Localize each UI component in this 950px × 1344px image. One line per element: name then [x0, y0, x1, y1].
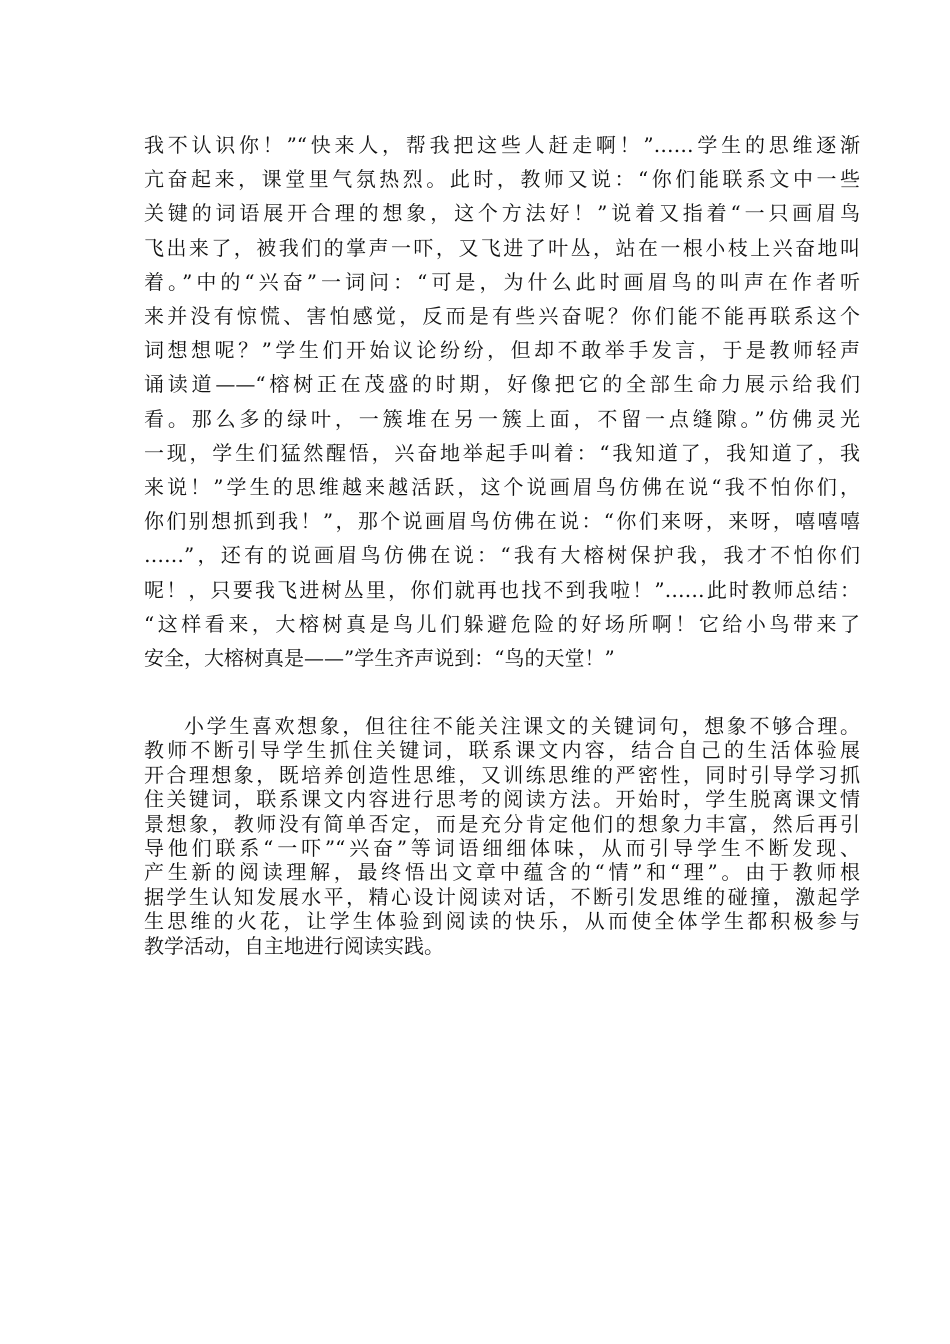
text-line: 据学生认知发展水平，精心设计阅读对话，不断引发思维的碰撞，激起学	[144, 884, 860, 909]
text-line: 安全，大榕树真是——”学生齐声说到：“鸟的天堂！”	[144, 646, 615, 671]
text-line: 诵读道——“榕树正在茂盛的时期，好像把它的全部生命力展示给我们	[144, 372, 860, 397]
text-line: 着。”中的“兴奋”一词问：“可是，为什么此时画眉鸟的叫声在作者听	[144, 269, 860, 294]
text-line: 词想想呢？”学生们开始议论纷纷，但却不敢举手发言，于是教师轻声	[144, 338, 860, 363]
text-line: 教师不断引导学生抓住关键词，联系课文内容，结合自己的生活体验展	[144, 738, 860, 763]
text-line: 呢！，只要我飞进树丛里，你们就再也找不到我啦！”……此时教师总结：	[144, 577, 860, 602]
text-line: ……”，还有的说画眉鸟仿佛在说：“我有大榕树保护我，我才不怕你们	[144, 543, 860, 568]
text-line: 来并没有惊慌、害怕感觉，反而是有些兴奋呢？你们能不能再联系这个	[144, 304, 860, 329]
text-line: 教学活动，自主地进行阅读实践。	[144, 933, 444, 958]
text-line: 导他们联系“一吓”“兴奋”等词语细细体味，从而引导学生不断发现、	[144, 836, 860, 861]
text-line: 看。那么多的绿叶，一簇堆在另一簇上面，不留一点缝隙。”仿佛灵光	[144, 406, 860, 431]
text-line: 住关键词，联系课文内容进行思考的阅读方法。开始时，学生脱离课文情	[144, 787, 860, 812]
text-line: 飞出来了，被我们的掌声一吓，又飞进了叶丛，站在一根小枝上兴奋地叫	[144, 235, 860, 260]
text-line: “这样看来，大榕树真是鸟儿们躲避危险的好场所啊！它给小鸟带来了	[144, 611, 860, 636]
text-line: 来说！”学生的思维越来越活跃，这个说画眉鸟仿佛在说“我不怕你们，	[144, 475, 860, 500]
text-line: 亢奋起来，课堂里气氛热烈。此时，教师又说：“你们能联系文中一些	[144, 167, 860, 192]
text-line: 生思维的火花，让学生体验到阅读的快乐，从而使全体学生都积极参与	[144, 909, 860, 934]
text-line: 一现，学生们猛然醒悟，兴奋地举起手叫着：“我知道了，我知道了，我	[144, 440, 860, 465]
text-line: 你们别想抓到我！”，那个说画眉鸟仿佛在说：“你们来呀，来呀，嘻嘻嘻	[144, 509, 860, 534]
text-line: 关键的词语展开合理的想象，这个方法好！”说着又指着“一只画眉鸟	[144, 201, 860, 226]
text-line: 产生新的阅读理解，最终悟出文章中蕴含的“情”和“理”。由于教师根	[144, 860, 860, 885]
text-line: 开合理想象，既培养创造性思维，又训练思维的严密性，同时引导学习抓	[144, 762, 860, 787]
text-line: 我不认识你！”“快来人，帮我把这些人赶走啊！”……学生的思维逐渐	[144, 133, 860, 157]
text-line: 小学生喜欢想象，但往往不能关注课文的关键词句，想象不够合理。	[184, 714, 860, 738]
paragraph-2	[144, 714, 860, 958]
paragraph-1	[144, 128, 860, 675]
text-line: 景想象，教师没有简单否定，而是充分肯定他们的想象力丰富，然后再引	[144, 811, 860, 836]
